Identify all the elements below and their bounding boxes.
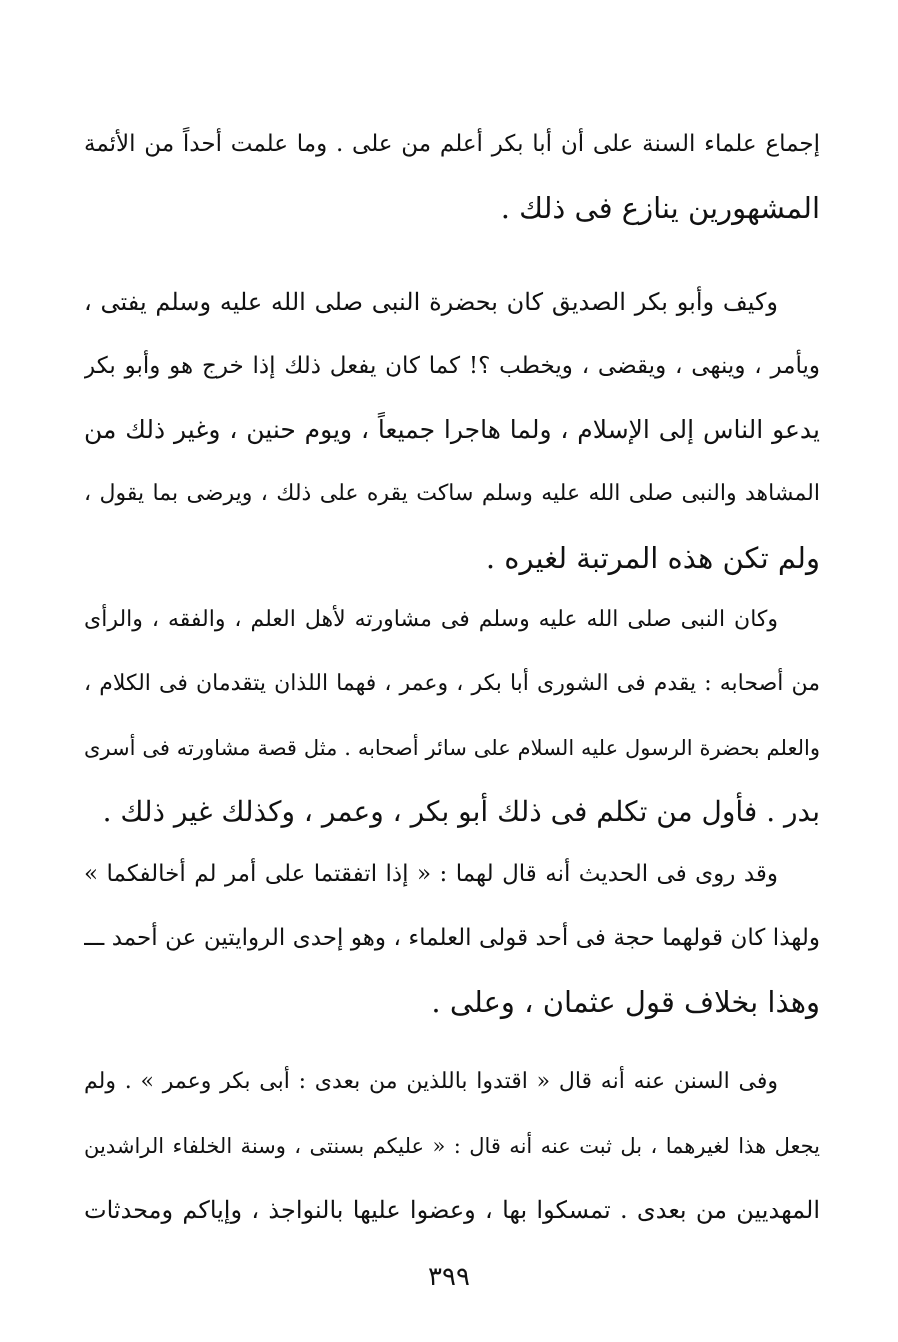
paragraph-4: [84, 842, 820, 1034]
paragraph-2-line-3: يدعو الناس إلى الإسلام ، ولما هاجرا جميعاً ، ويوم حنين ، وغير ذلك من: [84, 415, 820, 444]
paragraph-4-line-2: ولهذا كان قولهما حجة فى أحد قولى العلماء ، وهو إحدى الروايتين عن أحمد ـــ: [84, 925, 820, 951]
paragraph-1: [84, 112, 820, 240]
paragraph-5-line-2: يجعل هذا لغيرهما ، بل ثبت عنه أنه قال : « عليكم بسنتى ، وسنة الخلفاء الراشدين: [84, 1134, 820, 1158]
paragraph-1-line-2: المشهورين ينازع فى ذلك .: [500, 191, 820, 225]
page-number: ٣٩٩: [428, 1262, 470, 1292]
paragraph-2-line-4: المشاهد والنبى صلى الله عليه وسلم ساكت يقره على ذلك ، ويرضى بما يقول ،: [84, 481, 820, 506]
paragraph-2-line-2: ويأمر ، وينهى ، ويقضى ، ويخطب ؟! كما كان يفعل ذلك إذا خرج هو وأبو بكر: [84, 353, 820, 379]
paragraph-4-line-1: وقد روى فى الحديث أنه قال لهما : « إذا اتفقتما على أمر لم أخالفكما »: [84, 861, 778, 887]
paragraph-2: [84, 270, 820, 590]
paragraph-3-line-3: والعلم بحضرة الرسول عليه السلام على سائر أصحابه . مثل قصة مشاورته فى أسرى: [84, 736, 820, 760]
paragraph-3: [84, 588, 820, 844]
paragraph-5-line-3: المهديين من بعدى . تمسكوا بها ، وعضوا عليها بالنواجذ ، وإياكم ومحدثات: [84, 1196, 820, 1224]
paragraph-4-line-3: وهذا بخلاف قول عثمان ، وعلى .: [431, 985, 820, 1019]
paragraph-2-line-5: ولم تكن هذه المرتبة لغيره .: [485, 541, 820, 575]
paragraph-1-line-1: إجماع علماء السنة على أن أبا بكر أعلم من على . وما علمت أحداً من الأئمة: [84, 131, 820, 157]
paragraph-5-line-1: وفى السنن عنه أنه قال « اقتدوا باللذين من بعدى : أبى بكر وعمر » . ولم: [84, 1069, 778, 1094]
paragraph-3-line-1: وكان النبى صلى الله عليه وسلم فى مشاورته لأهل العلم ، والفقه ، والرأى: [84, 607, 778, 632]
paragraph-5: [84, 1050, 820, 1242]
paragraph-3-line-2: من أصحابه : يقدم فى الشورى أبا بكر ، وعمر ، فهما اللذان يتقدمان فى الكلام ،: [84, 671, 820, 696]
paragraph-3-line-4: بدر . فأول من تكلم فى ذلك أبو بكر ، وعمر ، وكذلك غير ذلك .: [102, 795, 820, 828]
paragraph-2-line-1: وكيف وأبو بكر الصديق كان بحضرة النبى صلى الله عليه وسلم يفتى ،: [84, 288, 778, 316]
